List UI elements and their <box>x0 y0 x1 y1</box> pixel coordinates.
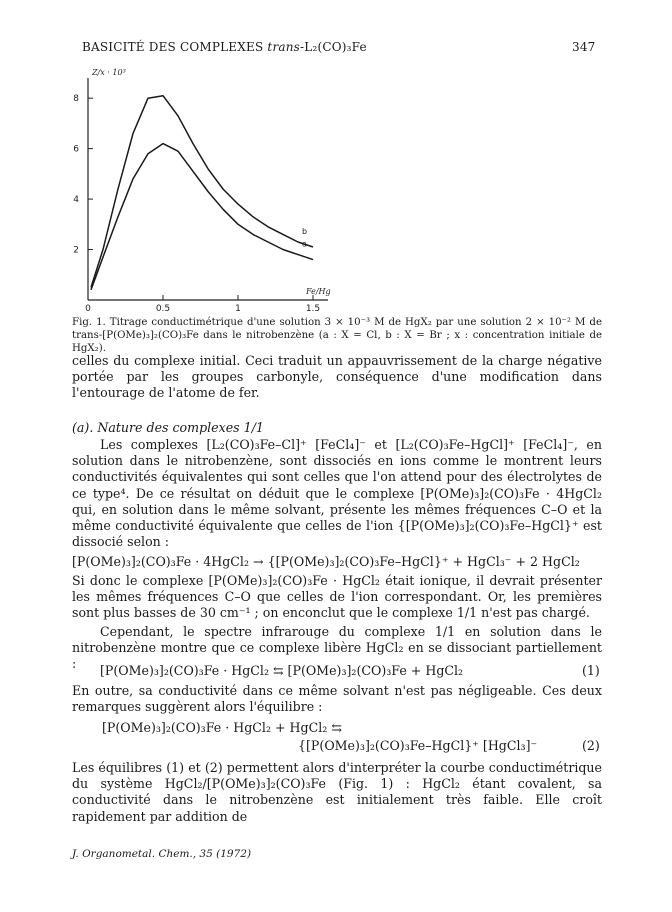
paragraph-2: Les complexes [L₂(CO)₃Fe–Cl]⁺ [FeCl₄]⁻ et [L₂(CO)₃Fe–HgCl]⁺ [FeCl₄]⁻, en solution dans le nitrobenzène, sont dissociés en ions comme le montrent leurs conductivités équivalentes qui sont celles que l'on attend pour des électrolytes de ce type⁴. De ce résultat on déduit que le complexe [P(OMe)₃]₂(CO)₃Fe · 4HgCl₂ qui, en solution dans le même solvant, présente les mêmes fréquences C–O et la même conductivité équivalente que celles de l'ion {[P(OMe)₃]₂(CO)₃Fe–HgCl}⁺ est dissocié selon : <box>72 437 602 550</box>
series-line-b <box>91 96 313 288</box>
series-label-a: a <box>302 239 307 249</box>
x-tick-label: 1.5 <box>305 304 321 312</box>
y-tick-label: 8 <box>73 94 79 105</box>
page-number: 347 <box>572 40 596 54</box>
y-tick-label: 4 <box>73 195 79 206</box>
chart-axes <box>88 78 328 300</box>
x-tick-label: 0 <box>85 304 91 312</box>
y-tick-label: 2 <box>73 245 79 256</box>
paragraph-1: celles du complexe initial. Ceci traduit un appauvrissement de la charge négative portée par les groupes carbonyle, conséquence d'une modification dans l'entourage de l'atome de fer. <box>72 353 602 401</box>
equation-2-number: (2) <box>582 738 600 753</box>
equation-2-line-1: [P(OMe)₃]₂(CO)₃Fe · HgCl₂ + HgCl₂ ⇆ <box>102 720 342 735</box>
series-label-b: b <box>302 226 308 236</box>
chart-ticks <box>88 98 313 300</box>
figure-caption: Fig. 1. Titrage conductimétrique d'une solution 3 × 10⁻³ M de HgX₂ par une solution 2 × 10⁻² M de trans-[P(OMe)₃]₂(CO)₃Fe dans le nitrobenzène (a : X = Cl, b : X = Br ; x : concentration initiale de HgX₂). <box>72 317 602 354</box>
running-header-title: BASICITÉ DES COMPLEXES trans-L₂(CO)₃Fe <box>82 40 367 54</box>
chart-labels <box>73 68 330 312</box>
paragraph-5: En outre, sa conductivité dans ce même solvant n'est pas négligeable. Ces deux remarques suggèrent alors l'équilibre : <box>72 683 602 715</box>
journal-footer: J. Organometal. Chem., 35 (1972) <box>72 848 252 860</box>
equation-2-line-2: {[P(OMe)₃]₂(CO)₃Fe–HgCl}⁺ [HgCl₃]⁻ <box>298 738 538 753</box>
equation-1: [P(OMe)₃]₂(CO)₃Fe · HgCl₂ ⇆ [P(OMe)₃]₂(CO)₃Fe + HgCl₂ <box>100 663 464 678</box>
conductometric-titration-chart <box>60 62 360 312</box>
y-axis-label: Z/x · 10³ <box>92 68 126 77</box>
section-title: (a). Nature des complexes 1/1 <box>72 420 264 435</box>
chart-lines <box>91 96 313 290</box>
y-tick-label: 6 <box>73 144 79 155</box>
x-tick-label: 0.5 <box>155 304 171 312</box>
x-tick-label: 1 <box>235 304 241 312</box>
paragraph-4: Cependant, le spectre infrarouge du complexe 1/1 en solution dans le nitrobenzène montre que ce complexe libère HgCl₂ en se dissociant partiellement : <box>72 624 602 672</box>
paragraph-3: Si donc le complexe [P(OMe)₃]₂(CO)₃Fe · HgCl₂ était ionique, il devrait présenter les mêmes fréquences C–O que celles de l'ion correspondant. Or, les premières sont plus basses de 30 cm⁻¹ ; on enconclut que le complexe 1/1 n'est pas chargé. <box>72 573 602 621</box>
paragraph-6: Les équilibres (1) et (2) permettent alors d'interpréter la courbe conductimétrique du système HgCl₂/[P(OMe)₃]₂(CO)₃Fe (Fig. 1) : HgCl₂ étant covalent, sa conductivité dans le nitrobenzène est initialement très faible. Elle croît rapidement par addition de <box>72 760 602 824</box>
equation-1-number: (1) <box>582 663 600 678</box>
x-axis-label: Fe/Hg <box>306 287 331 296</box>
equation-dissociation: [P(OMe)₃]₂(CO)₃Fe · 4HgCl₂ → {[P(OMe)₃]₂(CO)₃Fe–HgCl}⁺ + HgCl₃⁻ + 2 HgCl₂ <box>72 554 580 569</box>
